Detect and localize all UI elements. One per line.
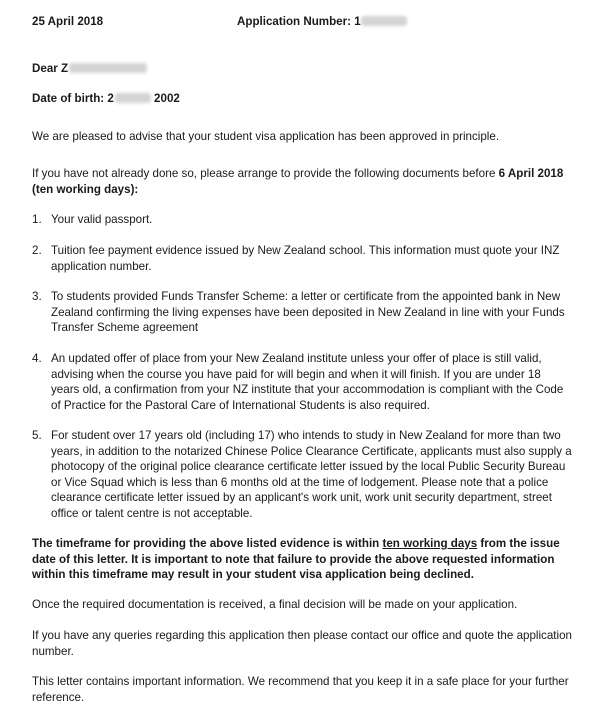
list-item-number: 4. [32, 352, 42, 365]
date-of-birth [32, 91, 180, 107]
queries-paragraph: If you have any queries regarding this application then please contact our office and quote the application number. [32, 629, 572, 658]
salutation-text: Dear Z [32, 62, 69, 75]
list-item-number: 5. [32, 429, 42, 442]
salutation [32, 61, 147, 77]
request-paragraph [32, 166, 572, 197]
decision-paragraph: Once the required documentation is received, a final decision will be made on your application. [32, 598, 518, 611]
dob-year: 2002 [154, 92, 180, 105]
timeframe-text-1: The timeframe for providing the above listed evidence is within [32, 537, 380, 550]
list-item-text: For student over 17 years old (including 17) who intends to study in New Zealand for more than two years, in addition to the notarized Chinese Police Clearance Certificate, applicants must also supply a photocopy of the original police clearance certificate letter issued by the local Public Security Bureau or Vice Squad which is less than 6 months old at the time of lodgement. Please note that a police clearance certificate letter issued by an applicant's work unit, work unit security department, street office or talent centre is not acceptable. [51, 429, 572, 520]
list-item-text: Tuition fee payment evidence issued by New Zealand school. This information must quote your INZ application number. [51, 244, 560, 273]
timeframe-paragraph [32, 536, 572, 583]
redacted-application-number [361, 16, 407, 26]
redacted-name [69, 63, 147, 73]
list-item-text: To students provided Funds Transfer Scheme: a letter or certificate from the appointed bank in New Zealand confirming the living expenses have been deposited in New Zealand in line with your Funds Transfer Scheme agreement [51, 290, 565, 335]
dob-label: Date of birth: 2 [32, 92, 114, 105]
list-item-number: 2. [32, 244, 42, 257]
timeframe-underlined: ten working days [382, 537, 478, 550]
list-item-text: Your valid passport. [51, 213, 153, 226]
request-deadline: 6 April 2018 [498, 167, 564, 180]
request-text: If you have not already done so, please arrange to provide the following documents before [32, 167, 496, 180]
list-item-number: 3. [32, 290, 42, 303]
timeframe-text-2: from the issue date of this letter. It is important to note that failure to provide the above requested information within this timeframe may result in your student visa application being declined. [32, 537, 560, 582]
closing-paragraph: This letter contains important information. We recommend that you keep it in a safe place for your further reference. [32, 675, 569, 704]
application-number-value: 1 [354, 15, 361, 28]
letter-date: 25 April 2018 [32, 15, 104, 28]
redacted-dob [115, 93, 151, 103]
request-deadline-note: (ten working days): [32, 182, 139, 196]
application-number [237, 14, 407, 30]
list-item-text: An updated offer of place from your New Zealand institute unless your offer of place is still valid, advising when the course you have paid for will begin and when it will finish. If you are under 18 years old, a confirmation from your NZ institute that your accommodation is compliant with the Code of Practice for the Pastoral Care of International Students is also required. [51, 352, 564, 412]
intro-paragraph: We are pleased to advise that your student visa application has been approved in principle. [32, 130, 500, 143]
application-number-label: Application Number: [237, 15, 352, 28]
list-item-number: 1. [32, 213, 42, 226]
